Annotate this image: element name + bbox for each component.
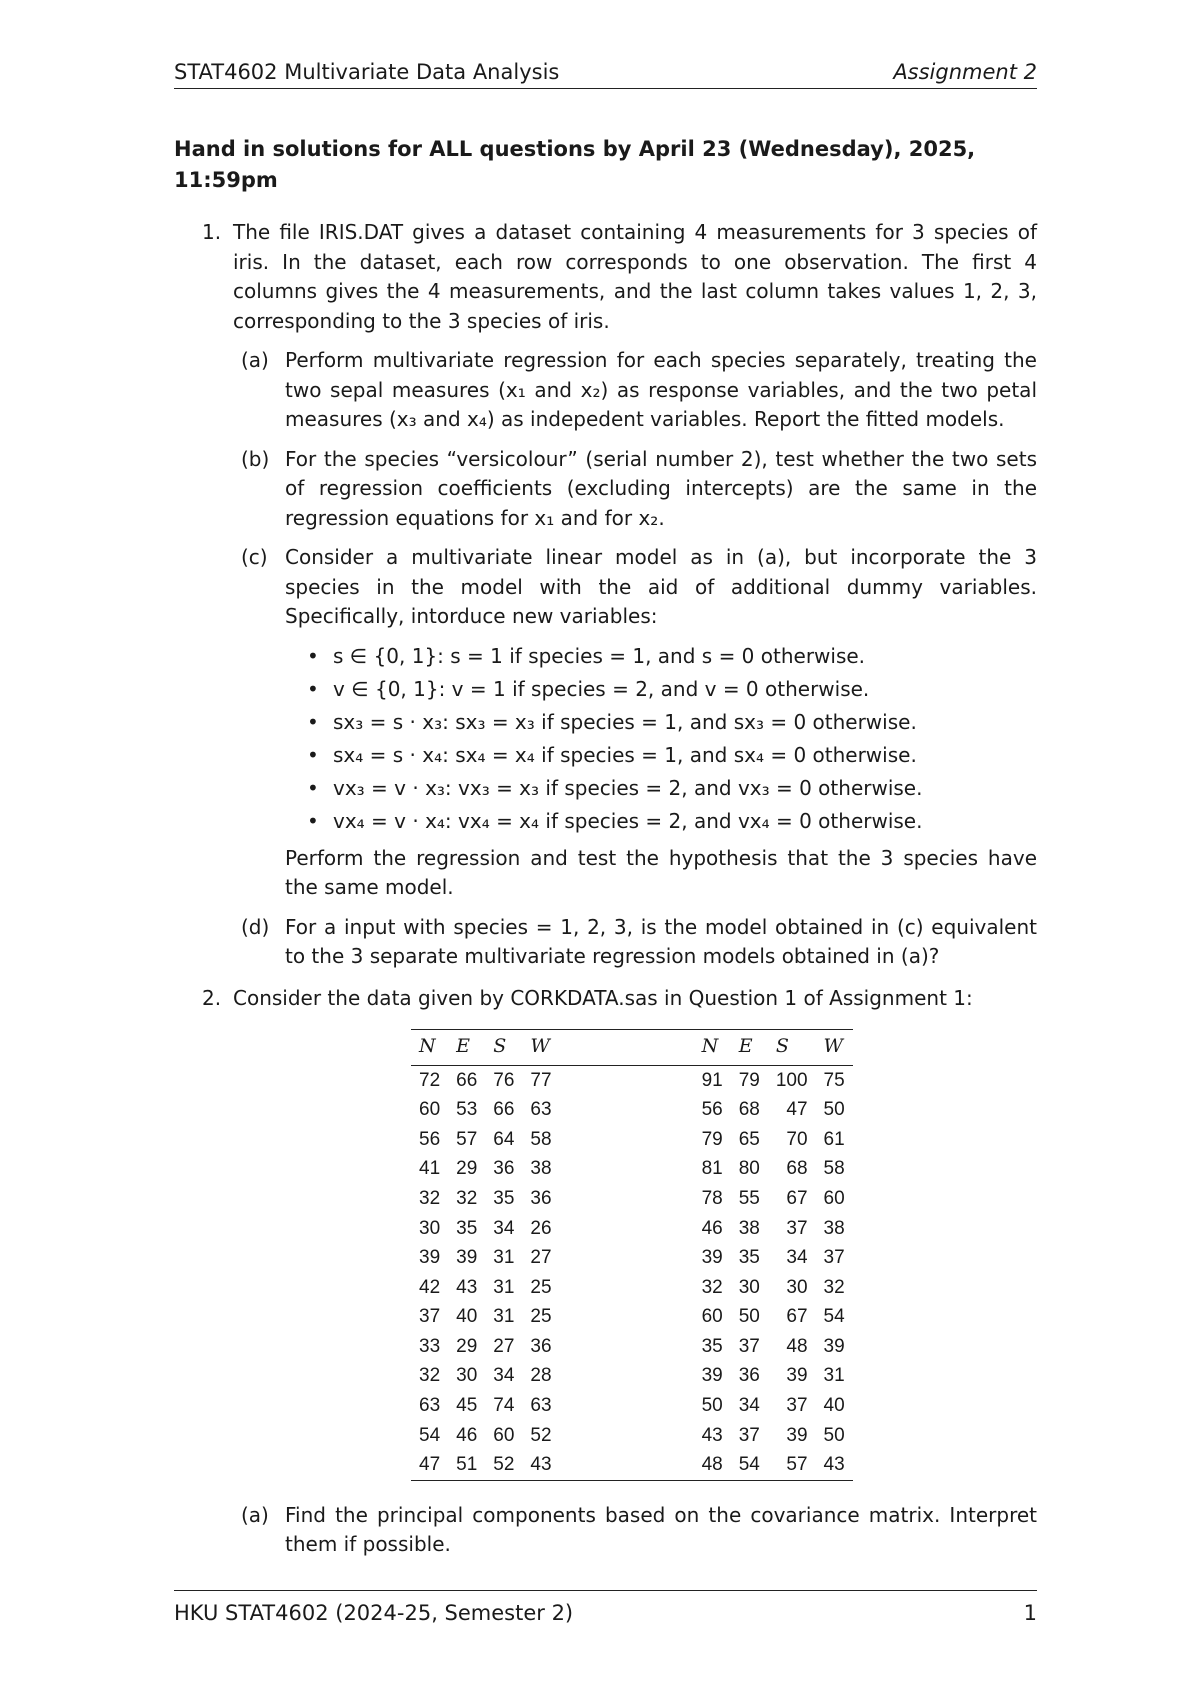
column-gap [560, 1243, 694, 1273]
question-number: 2. [202, 985, 222, 1010]
table-cell: 37 [823, 1247, 845, 1269]
table-cell: 47 [411, 1450, 448, 1480]
list-item: • vx₄ = v · x₄: vx₄ = x₄ if species = 2, and vx₄ = 0 otherwise. [285, 805, 1037, 838]
table-cell: 26 [530, 1217, 552, 1239]
table-cell: 60 [419, 1099, 441, 1121]
column-header: S [768, 1030, 816, 1066]
table-cell: 56 [419, 1128, 441, 1150]
list-item: • vx₃ = v · x₃: vx₃ = x₃ if species = 2, and vx₃ = 0 otherwise. [285, 772, 1037, 805]
column-gap [560, 1302, 694, 1332]
part-text: For the species “versicolour” (serial number 2), test whether the two sets of regression coefficients (excluding intercepts) are the same in the regression equations for x₁ and for x₂. [285, 446, 1037, 530]
table-header-row [411, 1030, 853, 1066]
question-2 [174, 984, 1037, 1560]
table-row [411, 1154, 853, 1184]
table-cell: 56 [701, 1099, 723, 1121]
list-item: • v ∈ {0, 1}: v = 1 if species = 2, and v = 0 otherwise. [285, 673, 1037, 706]
table-cell: 27 [530, 1247, 552, 1269]
table-cell: 43 [456, 1276, 478, 1298]
table-cell: 58 [823, 1158, 845, 1180]
table-cell: 38 [823, 1217, 845, 1239]
table-row [411, 1213, 853, 1243]
table-cell: 32 [419, 1187, 441, 1209]
column-header: W [522, 1030, 559, 1066]
table-cell: 37 [738, 1424, 760, 1446]
table-cell: 35 [456, 1217, 478, 1239]
table-cell: 74 [493, 1395, 515, 1417]
question-text: The file IRIS.DAT gives a dataset containing 4 measurements for 3 species of iris. In the dataset, each row corresponds to one observation. The first 4 columns gives the 4 measurements, and the last column takes values 1, 2, 3, corresponding to the 3 species of iris. [233, 220, 1037, 333]
table-row [411, 1391, 853, 1421]
table-cell: 68 [738, 1099, 760, 1121]
table-row [411, 1450, 853, 1480]
table-cell: 37 [786, 1217, 808, 1239]
table-cell: 46 [701, 1217, 723, 1239]
table-cell: 38 [738, 1217, 760, 1239]
table-cell: 39 [786, 1365, 808, 1387]
table-cell: 32 [456, 1187, 478, 1209]
table-cell: 47 [786, 1099, 808, 1121]
table-cell: 29 [456, 1158, 478, 1180]
table-cell: 27 [493, 1335, 515, 1357]
table-cell: 34 [493, 1365, 515, 1387]
table-cell: 67 [786, 1306, 808, 1328]
table-row [411, 1421, 853, 1451]
column-gap [560, 1154, 694, 1184]
table-cell: 54 [731, 1450, 768, 1480]
part-1d [233, 913, 1037, 972]
footer-course: HKU STAT4602 (2024-25, Semester 2) [174, 1601, 574, 1625]
table-cell: 31 [493, 1306, 515, 1328]
page-header [174, 58, 1037, 89]
table-cell: 70 [786, 1128, 808, 1150]
table-cell: 45 [456, 1395, 478, 1417]
table-row [411, 1065, 853, 1095]
table-cell: 30 [456, 1365, 478, 1387]
table-cell: 31 [823, 1365, 845, 1387]
table-cell: 39 [419, 1247, 441, 1269]
table-cell: 28 [530, 1365, 552, 1387]
part-label: (d) [241, 914, 270, 939]
table-cell: 60 [701, 1306, 723, 1328]
table-cell: 41 [419, 1158, 441, 1180]
part-label: (a) [241, 1502, 269, 1527]
question-number: 1. [202, 220, 222, 244]
table-body [411, 1065, 853, 1480]
column-header: E [448, 1030, 485, 1066]
table-cell: 54 [823, 1306, 845, 1328]
table-cell: 39 [701, 1365, 723, 1387]
table-cell: 35 [493, 1187, 515, 1209]
course-title: STAT4602 Multivariate Data Analysis [174, 60, 560, 84]
table-cell: 50 [738, 1306, 760, 1328]
table-cell: 78 [701, 1187, 723, 1209]
table-cell: 37 [738, 1335, 760, 1357]
part-label: (c) [241, 545, 268, 569]
column-header: E [731, 1030, 768, 1066]
table-cell: 30 [419, 1217, 441, 1239]
table-cell: 25 [530, 1276, 552, 1298]
table-cell: 76 [493, 1069, 515, 1091]
part-1b [233, 445, 1037, 534]
table-cell: 72 [419, 1069, 441, 1091]
table-cell: 43 [701, 1424, 723, 1446]
list-item: • s ∈ {0, 1}: s = 1 if species = 1, and s = 0 otherwise. [285, 640, 1037, 673]
table-cell: 39 [823, 1335, 845, 1357]
table-row [411, 1095, 853, 1125]
table-cell: 91 [701, 1069, 723, 1091]
table-cell: 63 [530, 1395, 552, 1417]
table-cell: 81 [701, 1158, 723, 1180]
column-gap [560, 1213, 694, 1243]
table-cell: 63 [530, 1099, 552, 1121]
table-row [411, 1302, 853, 1332]
cork-data-table [411, 1029, 853, 1481]
table-cell: 50 [823, 1099, 845, 1121]
table-cell: 34 [738, 1395, 760, 1417]
part-1a [233, 346, 1037, 435]
table-cell: 60 [823, 1187, 845, 1209]
table-cell: 80 [738, 1158, 760, 1180]
column-gap [560, 1421, 694, 1451]
page-number: 1 [1023, 1601, 1037, 1625]
column-gap [560, 1065, 694, 1095]
column-header: W [816, 1030, 853, 1066]
part-1c [233, 543, 1037, 903]
table-cell: 34 [786, 1247, 808, 1269]
table-cell: 35 [738, 1247, 760, 1269]
part-text: For a input with species = 1, 2, 3, is the model obtained in (c) equivalent to the 3 separate multivariate regression models obtained in (a)? [285, 914, 1037, 968]
column-gap [560, 1332, 694, 1362]
table-cell: 66 [493, 1099, 515, 1121]
table-cell: 32 [419, 1365, 441, 1387]
question-1 [174, 218, 1037, 972]
table-cell: 48 [694, 1450, 731, 1480]
table-cell: 79 [738, 1069, 760, 1091]
table-cell: 43 [522, 1450, 559, 1480]
table-cell: 48 [786, 1335, 808, 1357]
dummy-variable-list [285, 640, 1037, 838]
table-cell: 63 [419, 1395, 441, 1417]
table-cell: 54 [419, 1424, 441, 1446]
table-cell: 66 [456, 1069, 478, 1091]
table-cell: 68 [786, 1158, 808, 1180]
part-text: Consider a multivariate linear model as in (a), but incorporate the 3 species in the model with the aid of additional dummy variables. Specifically, intorduce new variables: [285, 545, 1037, 628]
table-cell: 79 [701, 1128, 723, 1150]
table-cell: 51 [448, 1450, 485, 1480]
table-cell: 40 [456, 1306, 478, 1328]
table-cell: 35 [701, 1335, 723, 1357]
table-cell: 50 [701, 1395, 723, 1417]
column-header: N [694, 1030, 731, 1066]
table-cell: 43 [816, 1450, 853, 1480]
table-row [411, 1361, 853, 1391]
table-cell: 33 [419, 1335, 441, 1357]
column-gap [560, 1273, 694, 1303]
table-cell: 55 [738, 1187, 760, 1209]
table-cell: 61 [823, 1128, 845, 1150]
table-cell: 39 [456, 1247, 478, 1269]
table-cell: 37 [786, 1395, 808, 1417]
table-cell: 67 [786, 1187, 808, 1209]
table-cell: 25 [530, 1306, 552, 1328]
table-cell: 36 [530, 1335, 552, 1357]
assignment-content [174, 134, 1037, 1560]
table-cell: 58 [530, 1128, 552, 1150]
table-cell: 32 [823, 1276, 845, 1298]
table-cell: 57 [768, 1450, 816, 1480]
table-cell: 39 [786, 1424, 808, 1446]
table-cell: 75 [823, 1069, 845, 1091]
table-cell: 53 [456, 1099, 478, 1121]
list-item: • sx₃ = s · x₃: sx₃ = x₃ if species = 1, and sx₃ = 0 otherwise. [285, 706, 1037, 739]
part-label: (a) [241, 348, 269, 372]
table-cell: 29 [456, 1335, 478, 1357]
table-cell: 52 [485, 1450, 522, 1480]
table-cell: 36 [493, 1158, 515, 1180]
table-cell: 52 [530, 1424, 552, 1446]
column-gap [560, 1095, 694, 1125]
table-cell: 60 [493, 1424, 515, 1446]
column-gap [560, 1361, 694, 1391]
table-cell: 42 [419, 1276, 441, 1298]
column-header: N [411, 1030, 448, 1066]
part-text: Perform multivariate regression for each species separately, treating the two sepal measures (x₁ and x₂) as response variables, and the two petal measures (x₃ and x₄) as indepedent variables. Report the fitted models. [285, 348, 1037, 431]
column-gap [560, 1030, 694, 1066]
column-header: S [485, 1030, 522, 1066]
table-cell: 64 [493, 1128, 515, 1150]
table-cell: 30 [786, 1276, 808, 1298]
page-footer [174, 1590, 1037, 1631]
table-cell: 46 [456, 1424, 478, 1446]
assignment-label: Assignment 2 [893, 60, 1037, 84]
table-cell: 100 [775, 1069, 808, 1091]
question-text: Consider the data given by CORKDATA.sas in Question 1 of Assignment 1: [233, 985, 973, 1010]
table-cell: 36 [738, 1365, 760, 1387]
table-cell: 50 [823, 1424, 845, 1446]
table-cell: 40 [823, 1395, 845, 1417]
table-row [411, 1273, 853, 1303]
column-gap [560, 1184, 694, 1214]
deadline-heading: Hand in solutions for ALL questions by April 23 (Wednesday), 2025, 11:59pm [174, 137, 976, 192]
table-cell: 39 [701, 1247, 723, 1269]
table-cell: 36 [530, 1187, 552, 1209]
table-row [411, 1184, 853, 1214]
table-cell: 32 [701, 1276, 723, 1298]
table-cell: 77 [530, 1069, 552, 1091]
table-cell: 31 [493, 1276, 515, 1298]
column-gap [560, 1125, 694, 1155]
table-row [411, 1332, 853, 1362]
table-row [411, 1243, 853, 1273]
list-item: • sx₄ = s · x₄: sx₄ = x₄ if species = 1, and sx₄ = 0 otherwise. [285, 739, 1037, 772]
table-cell: 65 [738, 1128, 760, 1150]
table-cell: 31 [493, 1247, 515, 1269]
table-cell: 38 [530, 1158, 552, 1180]
table-cell: 34 [493, 1217, 515, 1239]
part-2a [233, 1501, 1037, 1560]
table-row [411, 1125, 853, 1155]
part-text-continued: Perform the regression and test the hypothesis that the 3 species have the same model. [285, 845, 1037, 899]
column-gap [560, 1450, 694, 1480]
part-label: (b) [241, 446, 270, 471]
column-gap [560, 1391, 694, 1421]
table-cell: 30 [738, 1276, 760, 1298]
table-cell: 57 [456, 1128, 478, 1150]
table-cell: 37 [419, 1306, 441, 1328]
part-text: Find the principal components based on the covariance matrix. Interpret them if possible. [285, 1502, 1037, 1557]
